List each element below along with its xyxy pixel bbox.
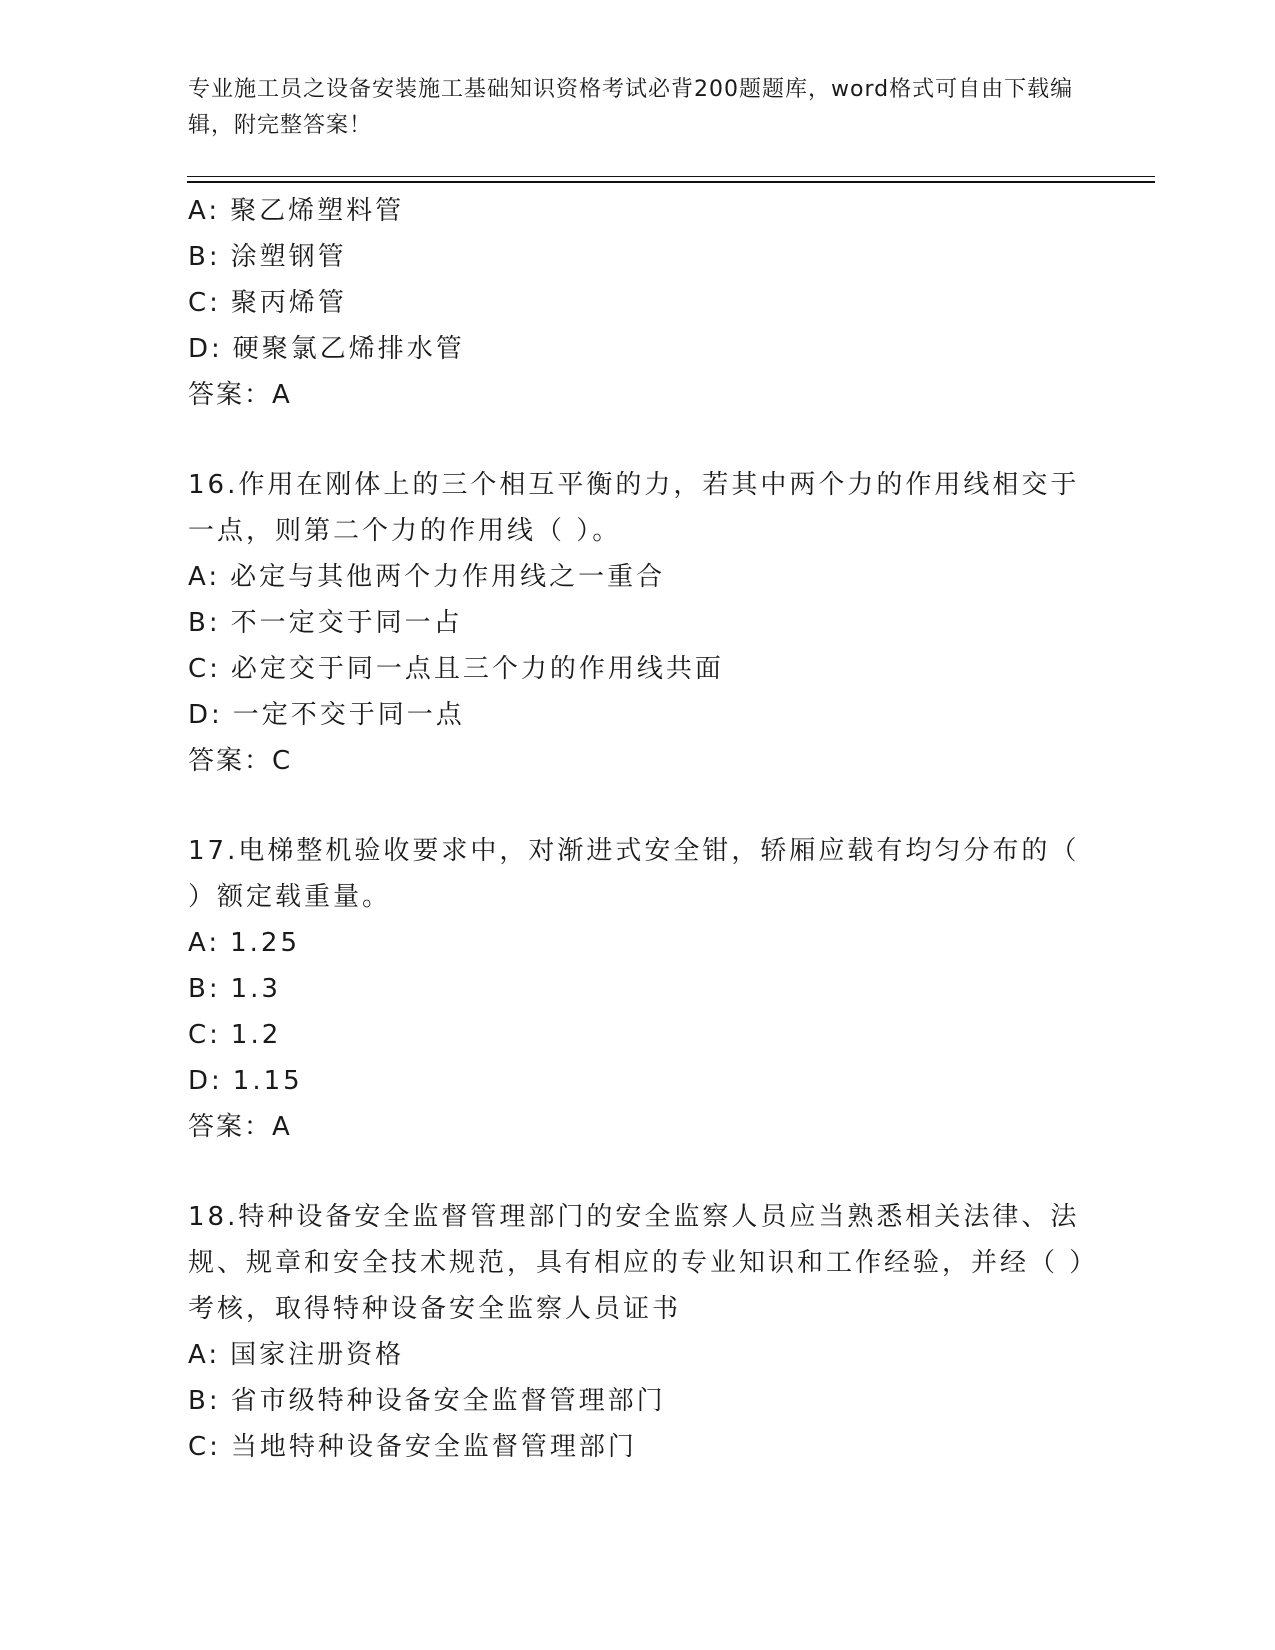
option-label: B:: [188, 1386, 221, 1416]
option-label: D:: [188, 334, 223, 364]
option-b: [188, 1378, 1088, 1424]
option-d: [188, 326, 1088, 372]
option-text: 必定与其他两个力作用线之一重合: [230, 562, 666, 592]
option-c: [188, 280, 1088, 326]
option-text: 1.3: [230, 974, 281, 1004]
option-a: [188, 920, 1088, 966]
option-label: B:: [188, 242, 221, 272]
document-header: 专业施工员之设备安装施工基础知识资格考试必背200题题库，word格式可自由下载编辑，附完整答案！: [188, 77, 1074, 138]
option-c: [188, 1424, 1088, 1470]
option-b: [188, 966, 1088, 1012]
option-a: [188, 188, 1088, 234]
option-c: [188, 1012, 1088, 1058]
option-label: A:: [188, 928, 221, 958]
option-a: [188, 554, 1088, 600]
option-label: A:: [188, 1340, 221, 1370]
option-text: 一定不交于同一点: [232, 700, 465, 730]
option-label: C:: [188, 288, 221, 318]
option-label: A:: [188, 196, 221, 226]
option-b: [188, 234, 1088, 280]
question-15-tail: [188, 188, 1088, 418]
option-label: C:: [188, 1020, 221, 1050]
header-rule-thin: [187, 176, 1155, 177]
option-text: 1.25: [230, 928, 300, 958]
option-text: 国家注册资格: [230, 1340, 405, 1370]
option-text: 聚丙烯管: [230, 288, 347, 318]
option-d: [188, 1058, 1088, 1104]
option-c: [188, 646, 1088, 692]
option-label: A:: [188, 562, 221, 592]
question-16: [188, 462, 1088, 784]
question-stem: 17.电梯整机验收要求中，对渐进式安全钳，轿厢应载有均匀分布的（ ）额定载重量。: [188, 836, 1080, 912]
option-label: D:: [188, 700, 223, 730]
option-text: 不一定交于同一占: [230, 608, 463, 638]
option-label: B:: [188, 974, 221, 1004]
option-label: C:: [188, 1432, 221, 1462]
option-label: C:: [188, 654, 221, 684]
answer-line: 答案：A: [188, 380, 292, 410]
option-text: 涂塑钢管: [230, 242, 347, 272]
option-b: [188, 600, 1088, 646]
option-text: 当地特种设备安全监督管理部门: [230, 1432, 637, 1462]
question-18: [188, 1194, 1088, 1470]
option-d: [188, 692, 1088, 738]
option-text: 1.2: [230, 1020, 282, 1050]
option-label: B:: [188, 608, 221, 638]
question-stem: 16.作用在刚体上的三个相互平衡的力，若其中两个力的作用线相交于一点，则第二个力的作用线（ ）。: [188, 470, 1080, 546]
question-content: [188, 188, 1088, 1470]
question-17: [188, 828, 1088, 1150]
header-rule-thick: [187, 181, 1155, 183]
question-stem: 18.特种设备安全监督管理部门的安全监察人员应当熟悉相关法律、法规、规章和安全技术规范，具有相应的专业知识和工作经验，并经（ ）考核，取得特种设备安全监察人员证书: [188, 1202, 1086, 1324]
option-text: 必定交于同一点且三个力的作用线共面: [230, 654, 724, 684]
answer-line: 答案：C: [188, 746, 293, 776]
option-text: 省市级特种设备安全监督管理部门: [230, 1386, 666, 1416]
option-label: D:: [188, 1066, 223, 1096]
option-text: 1.15: [232, 1066, 303, 1096]
option-a: [188, 1332, 1088, 1378]
answer-line: 答案：A: [188, 1112, 292, 1142]
option-text: 硬聚氯乙烯排水管: [232, 334, 465, 364]
option-text: 聚乙烯塑料管: [230, 196, 405, 226]
